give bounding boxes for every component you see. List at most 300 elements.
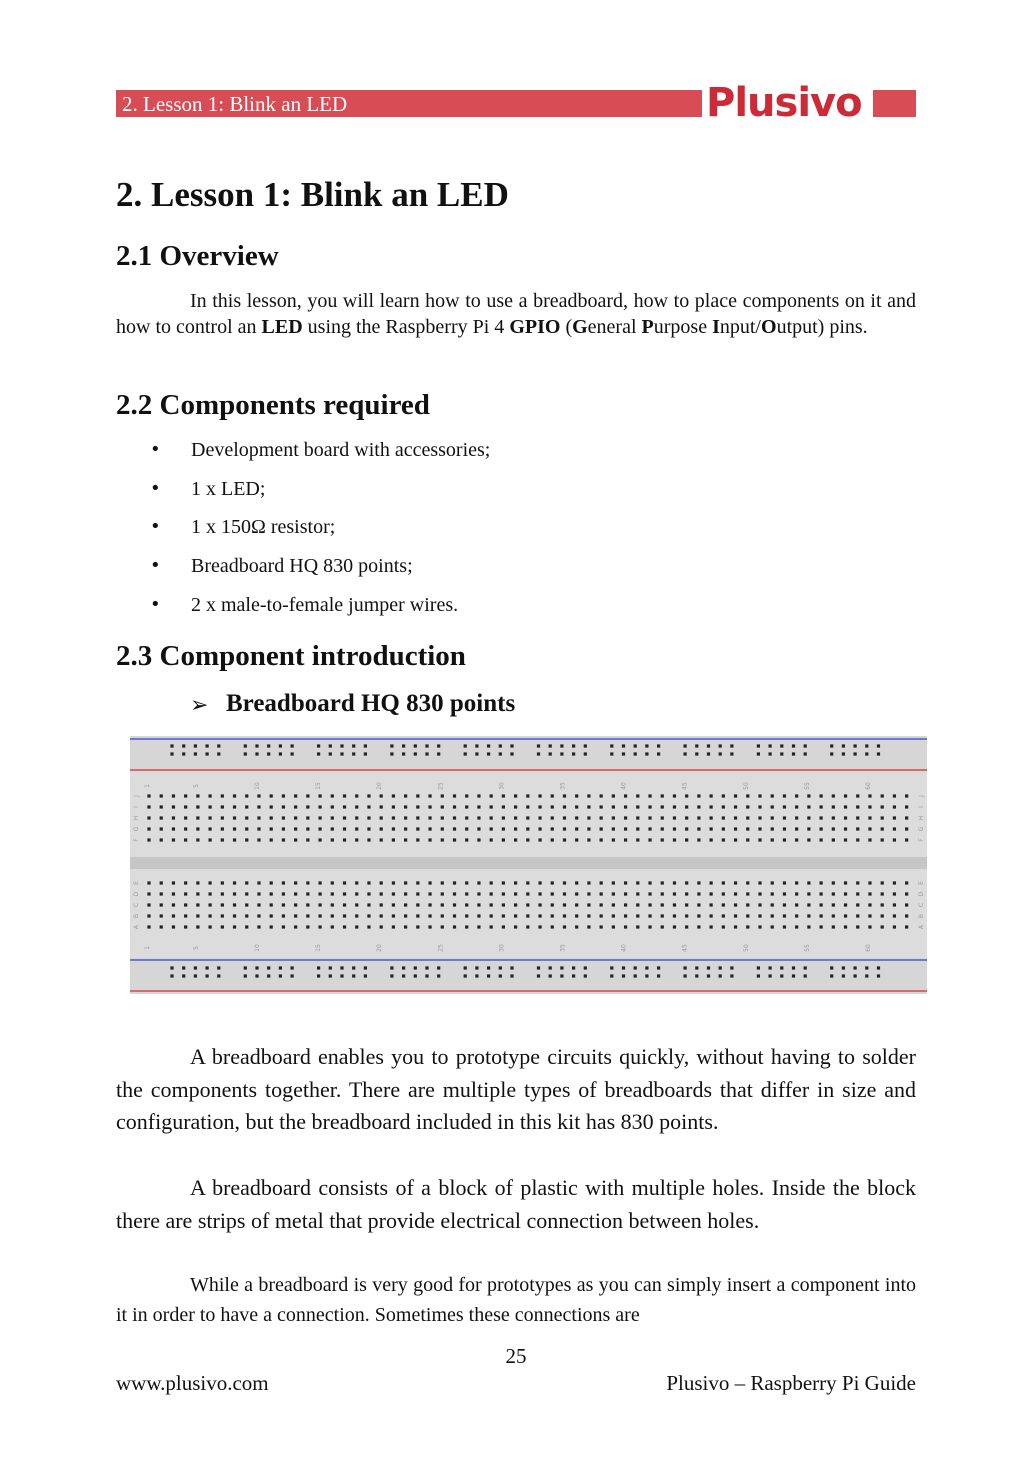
terminal-hole — [734, 805, 737, 808]
terminal-hole — [587, 838, 590, 841]
terminal-hole — [648, 816, 651, 819]
rail-hole — [194, 966, 197, 969]
rail-hole — [707, 974, 710, 977]
rail-hole — [402, 966, 405, 969]
rail-hole — [402, 974, 405, 977]
rail-hole — [584, 744, 587, 747]
terminal-hole — [453, 892, 456, 895]
terminal-hole — [257, 827, 260, 830]
power-rail-top — [130, 736, 927, 772]
terminal-hole — [722, 816, 725, 819]
terminal-hole — [355, 925, 358, 928]
terminal-hole — [160, 881, 163, 884]
rail-hole — [610, 974, 613, 977]
terminal-hole — [465, 838, 468, 841]
terminal-hole — [661, 903, 664, 906]
terminal-hole — [184, 914, 187, 917]
terminal-hole — [710, 827, 713, 830]
rail-hole — [684, 744, 687, 747]
terminal-hole — [490, 794, 493, 797]
terminal-hole — [624, 903, 627, 906]
terminal-hole — [367, 816, 370, 819]
rail-hole — [364, 966, 367, 969]
rail-hole — [537, 974, 540, 977]
terminal-hole — [184, 816, 187, 819]
row-letter-label: C — [133, 902, 140, 908]
rail-hole — [487, 752, 490, 755]
terminal-hole — [392, 925, 395, 928]
terminal-hole — [587, 925, 590, 928]
terminal-hole — [514, 827, 517, 830]
terminal-hole — [209, 892, 212, 895]
terminal-hole — [783, 892, 786, 895]
terminal-hole — [758, 827, 761, 830]
terminal-hole — [318, 805, 321, 808]
terminal-hole — [404, 892, 407, 895]
terminal-hole — [294, 892, 297, 895]
terminal-hole — [661, 827, 664, 830]
terminal-hole — [245, 794, 248, 797]
rail-hole — [730, 752, 733, 755]
terminal-hole — [551, 805, 554, 808]
terminal-hole — [416, 903, 419, 906]
terminal-hole — [856, 838, 859, 841]
terminal-hole — [563, 794, 566, 797]
terminal-hole — [734, 925, 737, 928]
power-rail-bottom — [130, 958, 927, 994]
terminal-hole — [734, 827, 737, 830]
terminal-hole — [905, 838, 908, 841]
rail-hole — [865, 966, 868, 969]
row-letter-label: D — [918, 891, 925, 897]
terminal-hole — [367, 794, 370, 797]
breadboard-subheading: Breadboard HQ 830 points — [226, 690, 516, 717]
column-number-label: 50 — [742, 944, 750, 952]
terminal-hole — [771, 805, 774, 808]
terminal-hole — [196, 805, 199, 808]
terminal-hole — [209, 925, 212, 928]
rail-hole — [634, 974, 637, 977]
terminal-hole — [172, 925, 175, 928]
terminal-hole — [490, 816, 493, 819]
terminal-hole — [270, 903, 273, 906]
rail-hole — [549, 966, 552, 969]
terminal-hole — [160, 816, 163, 819]
rail-hole — [390, 966, 393, 969]
terminal-hole — [209, 903, 212, 906]
terminal-hole — [844, 838, 847, 841]
terminal-hole — [758, 892, 761, 895]
terminal-hole — [563, 892, 566, 895]
terminal-hole — [771, 827, 774, 830]
terminal-hole — [245, 925, 248, 928]
terminal-hole — [502, 881, 505, 884]
terminal-hole — [624, 914, 627, 917]
terminal-hole — [758, 816, 761, 819]
terminal-hole — [233, 892, 236, 895]
column-number-label: 25 — [437, 944, 445, 952]
terminal-hole — [722, 827, 725, 830]
terminal-hole — [758, 805, 761, 808]
rail-hole — [279, 966, 282, 969]
terminal-hole — [697, 925, 700, 928]
terminal-hole — [282, 881, 285, 884]
rail-hole — [634, 752, 637, 755]
terminal-hole — [294, 914, 297, 917]
terminal-hole — [318, 914, 321, 917]
terminal-hole — [551, 816, 554, 819]
terminal-hole — [575, 881, 578, 884]
terminal-hole — [600, 903, 603, 906]
terminal-hole — [257, 881, 260, 884]
rail-hole — [206, 752, 209, 755]
rail-hole — [769, 966, 772, 969]
terminal-hole — [514, 816, 517, 819]
terminal-hole — [868, 838, 871, 841]
row-letter-label: A — [133, 924, 140, 930]
terminal-hole — [428, 805, 431, 808]
terminal-hole — [563, 827, 566, 830]
terminal-hole — [587, 914, 590, 917]
terminal-hole — [526, 914, 529, 917]
terminal-hole — [868, 794, 871, 797]
terminal-hole — [881, 914, 884, 917]
terminal-hole — [710, 838, 713, 841]
terminal-hole — [881, 816, 884, 819]
terminal-hole — [221, 903, 224, 906]
rail-hole — [217, 966, 220, 969]
rail-hole — [510, 974, 513, 977]
rail-hole — [510, 744, 513, 747]
terminal-hole — [331, 816, 334, 819]
terminal-hole — [551, 903, 554, 906]
terminal-hole — [587, 827, 590, 830]
terminal-hole — [538, 914, 541, 917]
terminal-hole — [318, 827, 321, 830]
terminal-hole — [392, 805, 395, 808]
terminal-hole — [636, 805, 639, 808]
terminal-hole — [502, 805, 505, 808]
terminal-hole — [881, 903, 884, 906]
rail-hole — [291, 966, 294, 969]
terminal-hole — [257, 838, 260, 841]
terminal-hole — [245, 914, 248, 917]
terminal-hole — [502, 816, 505, 819]
terminal-hole — [551, 794, 554, 797]
terminal-hole — [147, 794, 150, 797]
terminal-hole — [257, 925, 260, 928]
terminal-hole — [673, 805, 676, 808]
terminal-hole — [343, 838, 346, 841]
rail-hole — [610, 752, 613, 755]
terminal-hole — [758, 925, 761, 928]
terminal-hole — [575, 892, 578, 895]
rail-hole — [830, 974, 833, 977]
terminal-hole — [734, 881, 737, 884]
terminal-hole — [844, 816, 847, 819]
rail-hole — [244, 752, 247, 755]
terminal-hole — [404, 914, 407, 917]
terminal-hole — [551, 838, 554, 841]
terminal-hole — [380, 925, 383, 928]
rail-hole — [657, 744, 660, 747]
terminal-hole — [502, 903, 505, 906]
terminal-hole — [868, 903, 871, 906]
terminal-hole — [221, 816, 224, 819]
terminal-hole — [697, 838, 700, 841]
terminal-hole — [820, 914, 823, 917]
terminal-hole — [832, 805, 835, 808]
terminal-hole — [196, 827, 199, 830]
rail-hole — [487, 966, 490, 969]
row-letter-label: G — [918, 826, 925, 832]
rail-hole — [684, 752, 687, 755]
terminal-hole — [184, 794, 187, 797]
terminal-hole — [661, 805, 664, 808]
rail-hole — [707, 744, 710, 747]
rail-hole — [877, 744, 880, 747]
terminal-hole — [587, 805, 590, 808]
rail-hole — [194, 752, 197, 755]
terminal-hole — [612, 925, 615, 928]
terminal-hole — [331, 805, 334, 808]
terminal-hole — [844, 827, 847, 830]
rail-hole — [657, 966, 660, 969]
rail-hole — [622, 752, 625, 755]
terminal-hole — [587, 881, 590, 884]
terminal-hole — [416, 805, 419, 808]
terminal-hole — [416, 794, 419, 797]
rail-hole — [695, 752, 698, 755]
rail-hole — [414, 974, 417, 977]
terminal-hole — [856, 805, 859, 808]
terminal-hole — [318, 925, 321, 928]
terminal-hole — [343, 914, 346, 917]
terminal-hole — [868, 925, 871, 928]
terminal-hole — [306, 794, 309, 797]
terminal-hole — [612, 794, 615, 797]
rail-hole — [475, 752, 478, 755]
terminal-hole — [404, 925, 407, 928]
terminal-hole — [355, 914, 358, 917]
terminal-hole — [380, 903, 383, 906]
terminal-hole — [538, 838, 541, 841]
terminal-hole — [783, 816, 786, 819]
terminal-hole — [600, 827, 603, 830]
terminal-hole — [612, 892, 615, 895]
terminal-hole — [355, 794, 358, 797]
footer-guide-title: Plusivo – Raspberry Pi Guide — [666, 1371, 916, 1395]
terminal-hole — [795, 794, 798, 797]
terminal-hole — [416, 816, 419, 819]
terminal-hole — [428, 925, 431, 928]
terminal-hole — [343, 903, 346, 906]
terminal-hole — [233, 881, 236, 884]
terminal-hole — [367, 805, 370, 808]
terminal-hole — [441, 903, 444, 906]
rail-hole — [549, 752, 552, 755]
rail-hole — [804, 974, 807, 977]
terminal-hole — [807, 903, 810, 906]
rail-hole — [255, 974, 258, 977]
terminal-hole — [551, 925, 554, 928]
terminal-hole — [710, 816, 713, 819]
terminal-hole — [355, 838, 358, 841]
terminal-hole — [355, 816, 358, 819]
rail-hole — [584, 966, 587, 969]
rail-hole — [390, 974, 393, 977]
terminal-hole — [355, 805, 358, 808]
terminal-hole — [795, 903, 798, 906]
column-number-label: 35 — [559, 944, 567, 952]
terminal-hole — [746, 838, 749, 841]
terminal-hole — [221, 827, 224, 830]
terminal-hole — [196, 881, 199, 884]
terminal-hole — [893, 925, 896, 928]
rail-hole — [194, 974, 197, 977]
terminal-hole — [563, 903, 566, 906]
terminal-hole — [563, 881, 566, 884]
terminal-hole — [526, 903, 529, 906]
terminal-hole — [306, 805, 309, 808]
rail-hole — [610, 744, 613, 747]
terminal-hole — [893, 892, 896, 895]
terminal-hole — [270, 881, 273, 884]
terminal-hole — [832, 794, 835, 797]
rail-hole — [244, 966, 247, 969]
terminal-hole — [502, 838, 505, 841]
terminal-hole — [318, 794, 321, 797]
rail-hole — [279, 974, 282, 977]
terminal-hole — [551, 914, 554, 917]
terminal-hole — [392, 903, 395, 906]
rail-hole — [499, 752, 502, 755]
rail-hole — [757, 966, 760, 969]
terminal-hole — [783, 794, 786, 797]
rail-hole — [267, 752, 270, 755]
rail-hole — [267, 974, 270, 977]
rail-hole — [730, 744, 733, 747]
rail-hole — [537, 752, 540, 755]
terminal-hole — [282, 838, 285, 841]
terminal-hole — [441, 892, 444, 895]
rail-hole — [830, 744, 833, 747]
rail-hole — [364, 752, 367, 755]
terminal-hole — [392, 794, 395, 797]
terminal-hole — [636, 838, 639, 841]
column-number-label: 30 — [498, 944, 506, 952]
rail-hole — [645, 966, 648, 969]
terminal-hole — [526, 805, 529, 808]
rail-hole — [267, 966, 270, 969]
terminal-hole — [526, 838, 529, 841]
row-letter-label: D — [133, 891, 140, 897]
rail-hole — [560, 966, 563, 969]
terminal-hole — [477, 838, 480, 841]
terminal-hole — [771, 903, 774, 906]
terminal-hole — [905, 794, 908, 797]
terminal-hole — [538, 881, 541, 884]
terminal-hole — [184, 827, 187, 830]
terminal-hole — [465, 914, 468, 917]
terminal-hole — [367, 881, 370, 884]
terminal-hole — [270, 925, 273, 928]
terminal-hole — [502, 925, 505, 928]
terminal-hole — [661, 794, 664, 797]
terminal-hole — [526, 816, 529, 819]
terminal-hole — [294, 903, 297, 906]
rail-hole — [537, 966, 540, 969]
terminal-hole — [624, 816, 627, 819]
terminal-hole — [612, 805, 615, 808]
terminal-hole — [795, 892, 798, 895]
rail-hole — [865, 974, 868, 977]
rail-hole — [464, 966, 467, 969]
terminal-hole — [196, 892, 199, 895]
terminal-hole — [807, 816, 810, 819]
terminal-hole — [404, 805, 407, 808]
rail-hole — [684, 966, 687, 969]
terminal-hole — [147, 816, 150, 819]
terminal-hole — [832, 892, 835, 895]
terminal-hole — [783, 827, 786, 830]
terminal-hole — [673, 914, 676, 917]
terminal-hole — [881, 925, 884, 928]
terminal-hole — [820, 827, 823, 830]
terminal-hole — [685, 794, 688, 797]
terminal-hole — [404, 816, 407, 819]
terminal-hole — [147, 827, 150, 830]
terminal-hole — [392, 881, 395, 884]
terminal-hole — [563, 805, 566, 808]
terminal-hole — [465, 794, 468, 797]
rail-hole — [475, 966, 478, 969]
terminal-hole — [441, 925, 444, 928]
terminal-hole — [844, 925, 847, 928]
terminal-hole — [636, 794, 639, 797]
terminal-hole — [526, 892, 529, 895]
terminal-hole — [697, 914, 700, 917]
terminal-hole — [538, 794, 541, 797]
terminal-hole — [587, 816, 590, 819]
rail-hole — [865, 752, 868, 755]
terminal-hole — [257, 914, 260, 917]
plusivo-logo: Plusivo — [706, 80, 862, 126]
terminal-hole — [453, 838, 456, 841]
terminal-hole — [538, 925, 541, 928]
terminal-hole — [771, 914, 774, 917]
terminal-hole — [147, 805, 150, 808]
terminal-hole — [245, 838, 248, 841]
terminal-hole — [233, 925, 236, 928]
terminal-hole — [465, 881, 468, 884]
terminal-hole — [306, 838, 309, 841]
terminal-hole — [807, 914, 810, 917]
terminal-hole — [600, 925, 603, 928]
terminal-hole — [221, 925, 224, 928]
terminal-hole — [184, 892, 187, 895]
terminal-hole — [355, 827, 358, 830]
terminal-hole — [685, 881, 688, 884]
terminal-hole — [746, 914, 749, 917]
rail-hole — [730, 966, 733, 969]
terminal-hole — [294, 838, 297, 841]
rail-hole — [572, 752, 575, 755]
rail-hole — [804, 966, 807, 969]
terminal-hole — [477, 794, 480, 797]
terminal-hole — [685, 903, 688, 906]
terminal-hole — [331, 892, 334, 895]
